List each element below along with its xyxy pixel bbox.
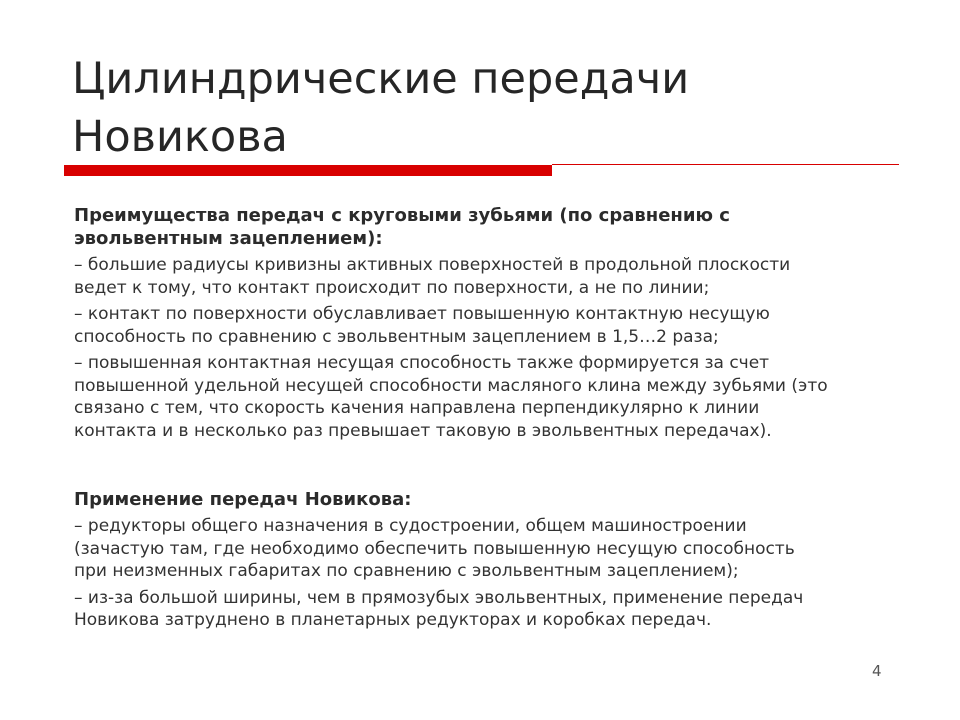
- advantage-item-1: [74, 254, 894, 299]
- application-heading: Применение передач Новикова:: [74, 489, 412, 510]
- title-line-2: Новикова: [72, 112, 288, 162]
- application-item-2: [74, 587, 894, 632]
- text-line: – редукторы общего назначения в судостроении, общем машиностроении: [74, 516, 747, 536]
- text-line: Новикова затруднено в планетарных редукторах и коробках передач.: [74, 610, 712, 630]
- title-underline-thick: [64, 165, 552, 176]
- advantage-item-2: [74, 303, 894, 348]
- advantages-heading-line-1: Преимущества передач с круговыми зубьями (по сравнению с: [74, 205, 730, 226]
- text-line: способность по сравнению с эвольвентным зацеплением в 1,5…2 раза;: [74, 326, 719, 347]
- advantages-heading: [74, 204, 894, 250]
- slide-content: [74, 204, 894, 632]
- text-line: ведет к тому, что контакт происходит по поверхности, а не по линии;: [74, 277, 710, 298]
- text-line: контакта и в несколько раз превышает таковую в эвольвентных передачах).: [74, 420, 772, 441]
- text-line: связано с тем, что скорость качения направлена перпендикулярно к линии: [74, 398, 760, 418]
- slide-title: [72, 50, 892, 166]
- title-underline-thin: [552, 164, 899, 165]
- text-line: – из-за большой ширины, чем в прямозубых эвольвентных, применение передач: [74, 587, 804, 608]
- title-line-1: Цилиндрические передачи: [72, 54, 690, 104]
- text-line: – повышенная контактная несущая способность также формируется за счет: [74, 353, 770, 373]
- text-line: при неизменных габаритах по сравнению с эвольвентным зацеплением);: [74, 561, 739, 581]
- text-line: (зачастую там, где необходимо обеспечить повышенную несущую способность: [74, 538, 795, 559]
- text-line: повышенной удельной несущей способности масляного клина между зубьями (это: [74, 375, 828, 396]
- page-number: 4: [872, 662, 882, 680]
- section-spacer: [74, 442, 894, 488]
- text-line: – большие радиусы кривизны активных поверхностей в продольной плоскости: [74, 255, 791, 275]
- text-line: – контакт по поверхности обуславливает повышенную контактную несущую: [74, 304, 770, 324]
- advantages-heading-line-2: эвольвентным зацеплением):: [74, 228, 383, 249]
- advantage-item-3: [74, 352, 894, 442]
- application-item-1: [74, 515, 894, 583]
